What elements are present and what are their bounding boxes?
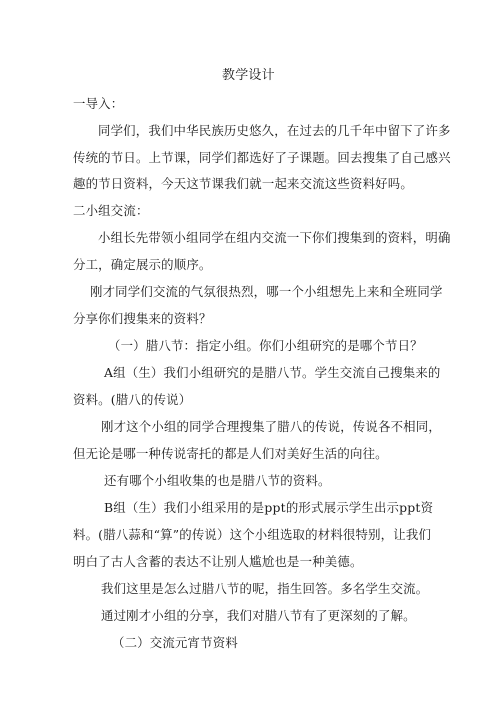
paragraph-line: 小组长先带领小组同学在组内交流一下你们搜集到的资料，明确 [98, 230, 451, 245]
paragraph-line: 我们这里是怎么过腊八节的呢，指生回答。多名学生交流。 [101, 581, 429, 596]
section-heading-group-exchange: 二小组交流： [73, 203, 149, 218]
paragraph-line: 明白了古人含蓄的表达不让别人尴尬也是一种美德。 [73, 554, 363, 569]
paragraph-line: 分工，确定展示的顺序。 [73, 257, 212, 272]
paragraph-line: 刚才这个小组的同学合理搜集了腊八的传说，传说各不相同， [101, 419, 441, 434]
paragraph-line: 同学们，我们中华民族历史悠久，在过去的几千年中留下了许多 [98, 123, 451, 138]
section-heading-intro: 一导入： [73, 96, 124, 111]
paragraph-line: 传统的节日。上节课，同学们都选好了子课题。回去搜集了自己感兴 [73, 150, 451, 165]
paragraph-line: 趣的节日资料，今天这节课我们就一起来交流这些资料好吗。 [73, 176, 413, 191]
paragraph-line: 但无论是哪一种传说寄托的都是人们对美好生活的向往。 [73, 446, 388, 461]
paragraph-line: 还有哪个小组收集的也是腊八节的资料。 [104, 473, 331, 488]
paragraph-line: B组（生）我们小组采用的是ppt的形式展示学生出示ppt资 [104, 500, 434, 515]
subsection-heading-lantern: （二）交流元宵节资料 [112, 635, 238, 650]
document-title: 教学设计 [222, 68, 275, 83]
paragraph-line: 刚才同学们交流的气氛很热烈，哪一个小组想先上来和全班同学 [90, 284, 443, 299]
paragraph-line: 通过刚才小组的分享，我们对腊八节有了更深刻的了解。 [101, 608, 416, 623]
paragraph-line: 资料。(腊八的传说） [73, 392, 192, 407]
paragraph-line: 料。(腊八蒜和“算”的传说）这个小组选取的材料很特别，让我们 [73, 527, 432, 542]
paragraph-line: A组（生）我们小组研究的是腊八节。学生交流自己搜集来的 [104, 365, 441, 380]
subsection-heading-laba: （一）腊八节：指定小组。你们小组研究的是哪个节日？ [108, 338, 423, 353]
paragraph-line: 分享你们搜集来的资料？ [73, 311, 212, 326]
